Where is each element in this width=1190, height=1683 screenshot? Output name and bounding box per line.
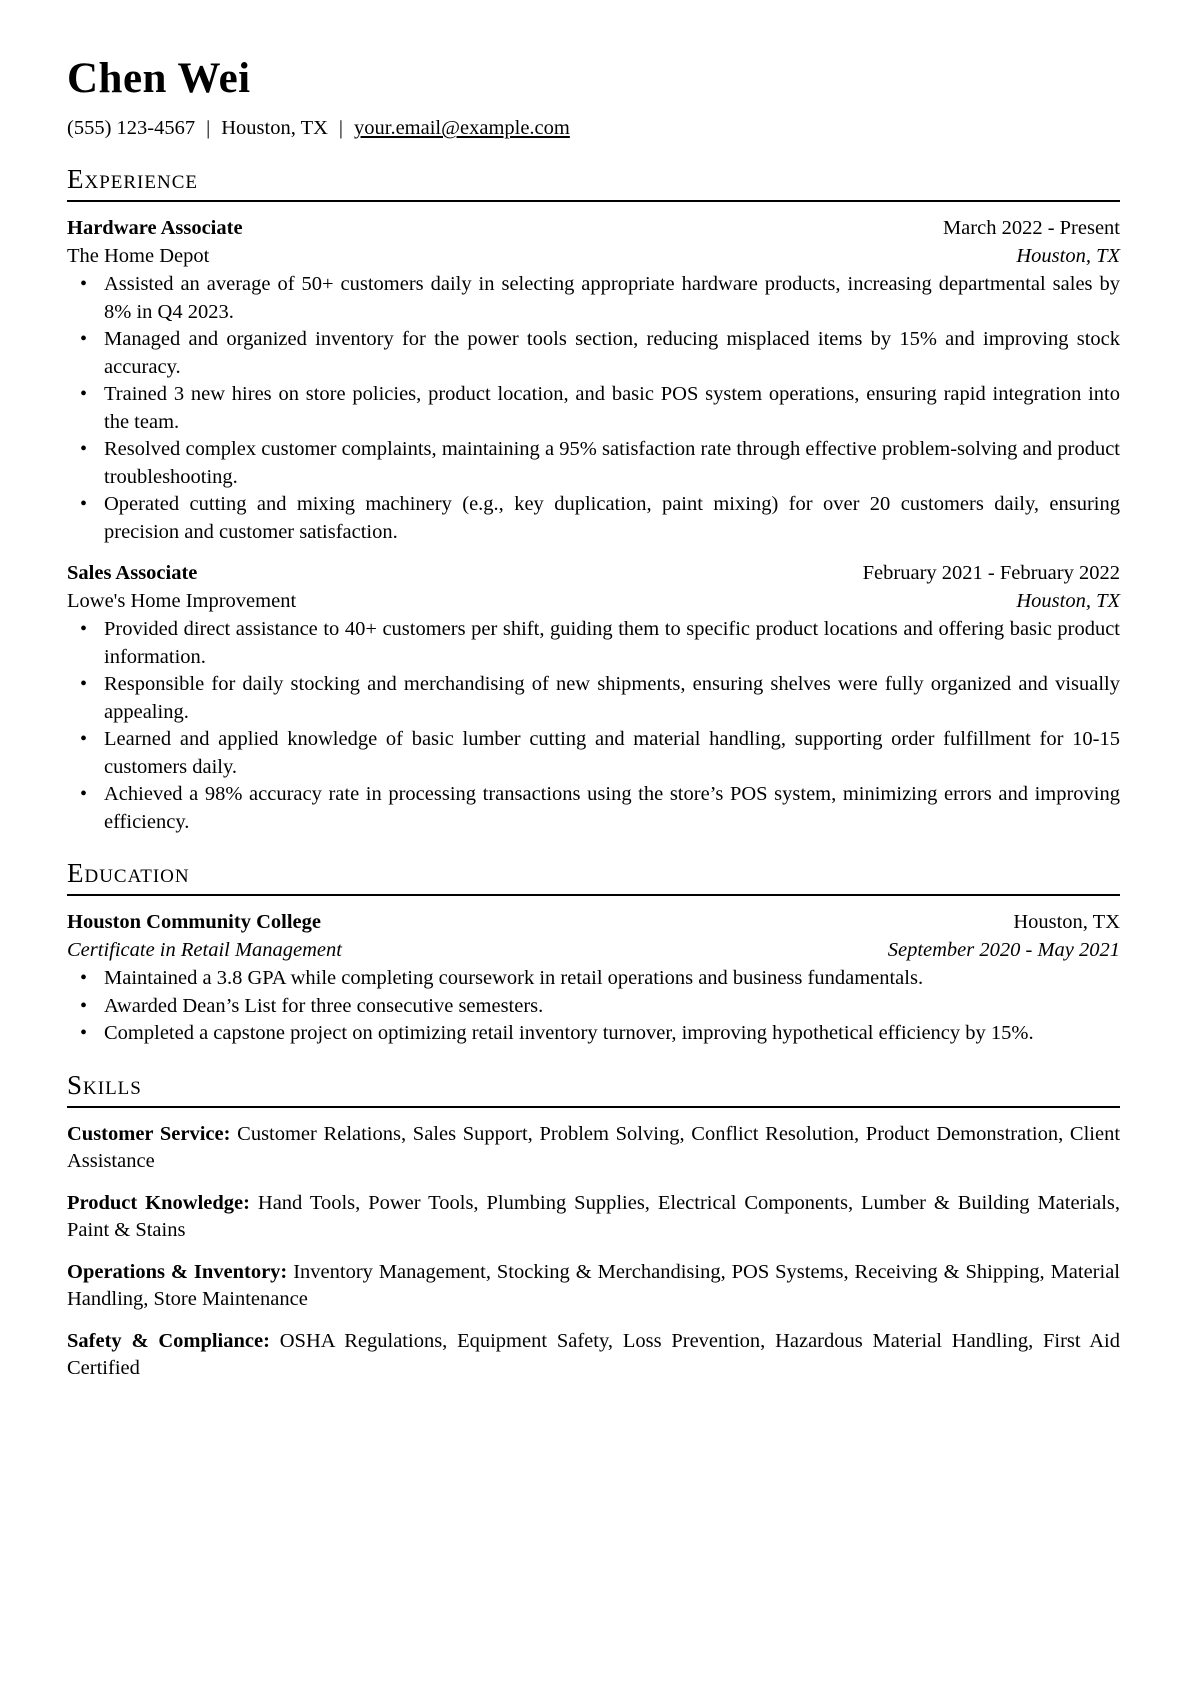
bullet-item: • Achieved a 98% accuracy rate in processing transactions using the store’s POS system, minimizing errors and improving efficiency. — [104, 781, 1120, 836]
section-rule — [67, 894, 1120, 896]
contact-phone: (555) 123-4567 — [67, 117, 196, 140]
skill-group — [67, 1190, 1120, 1245]
school-location: Houston, TX — [1013, 911, 1120, 934]
section-experience — [67, 166, 1120, 836]
contact-line — [67, 115, 1120, 142]
skill-group-label: Safety & Compliance: — [67, 1329, 270, 1352]
bullet-item: • Provided direct assistance to 40+ customers per shift, guiding them to specific product locations and offering basic product information. — [104, 616, 1120, 671]
section-rule — [67, 200, 1120, 202]
skill-group-items: Inventory Management, Stocking & Merchandising, POS Systems, Receiving & Shipping, Material Handling, Store Maintenance — [67, 1260, 1121, 1311]
job-entry — [67, 215, 1120, 546]
bullet-item: • Awarded Dean’s List for three consecutive semesters. — [104, 993, 1120, 1021]
school-entry — [67, 909, 1120, 1048]
bullet-item: • Operated cutting and mixing machinery (e.g., key duplication, paint mixing) for over 20 customers daily, ensuring precision and customer satisfaction. — [104, 491, 1120, 546]
job-subheader-row — [67, 243, 1120, 271]
school-degree: Certificate in Retail Management — [67, 938, 342, 961]
job-header-row — [67, 560, 1120, 588]
contact-separator: | — [338, 117, 344, 140]
section-heading-experience: Experience — [67, 164, 198, 195]
section-heading-skills: Skills — [67, 1069, 142, 1100]
job-company: The Home Depot — [67, 244, 210, 267]
skill-group-label: Operations & Inventory: — [67, 1260, 288, 1283]
job-title: Hardware Associate — [67, 217, 243, 240]
school-bullet-list — [67, 965, 1120, 1048]
skill-group — [67, 1328, 1120, 1383]
skill-group-items: Hand Tools, Power Tools, Plumbing Supplies, Electrical Components, Lumber & Building Materials, Paint & Stains — [67, 1191, 1120, 1242]
school-dates: September 2020 - May 2021 — [887, 938, 1120, 961]
school-header-row — [67, 909, 1120, 937]
section-skills — [67, 1069, 1121, 1383]
job-location: Houston, TX — [1016, 244, 1120, 267]
skill-group-label: Product Knowledge: — [67, 1191, 250, 1214]
job-company: Lowe's Home Improvement — [67, 589, 297, 612]
bullet-item: • Responsible for daily stocking and merchandising of new shipments, ensuring shelves were fully organized and visually appealing. — [104, 671, 1120, 726]
bullet-item: • Trained 3 new hires on store policies, product location, and basic POS system operations, ensuring rapid integration into the team. — [104, 381, 1120, 436]
school-subheader-row — [67, 937, 1120, 965]
bullet-item: • Resolved complex customer complaints, maintaining a 95% satisfaction rate through effective problem-solving and product troubleshooting. — [104, 436, 1120, 491]
section-heading-education: Education — [67, 858, 190, 889]
skill-group-items: Customer Relations, Sales Support, Problem Solving, Conflict Resolution, Product Demonstration, Client Assistance — [67, 1122, 1121, 1173]
job-entry — [67, 560, 1120, 836]
bullet-item: • Maintained a 3.8 GPA while completing coursework in retail operations and business fundamentals. — [104, 965, 1120, 993]
contact-location: Houston, TX — [221, 117, 328, 140]
job-bullet-list — [67, 616, 1120, 836]
job-dates: February 2021 - February 2022 — [862, 562, 1120, 585]
bullet-item: • Managed and organized inventory for the power tools section, reducing misplaced items by 15% and improving stock accuracy. — [104, 326, 1120, 381]
school-name: Houston Community College — [67, 911, 321, 934]
contact-email-link[interactable]: your.email@example.com — [354, 117, 570, 140]
section-education — [67, 860, 1120, 1048]
job-location: Houston, TX — [1016, 589, 1120, 612]
bullet-item: • Learned and applied knowledge of basic lumber cutting and material handling, supporting order fulfillment for 10-15 customers daily. — [104, 726, 1120, 781]
bullet-item: • Completed a capstone project on optimizing retail inventory turnover, improving hypothetical efficiency by 15%. — [104, 1020, 1120, 1048]
contact-separator: | — [206, 117, 211, 140]
skill-group — [67, 1259, 1120, 1314]
skill-group — [67, 1121, 1120, 1176]
section-rule — [67, 1106, 1120, 1108]
page-title: Chen Wei — [67, 55, 251, 102]
skill-group-label: Customer Service: — [67, 1122, 231, 1145]
job-dates: March 2022 - Present — [942, 217, 1120, 240]
job-subheader-row — [67, 588, 1120, 616]
bullet-item: • Assisted an average of 50+ customers daily in selecting appropriate hardware products, increasing departmental sales by 8% in Q4 2023. — [104, 271, 1120, 326]
job-title: Sales Associate — [67, 562, 198, 585]
job-header-row — [67, 215, 1120, 243]
skill-group-items: OSHA Regulations, Equipment Safety, Loss Prevention, Hazardous Material Handling, First Aid Certified — [67, 1329, 1121, 1380]
job-bullet-list — [67, 271, 1120, 546]
